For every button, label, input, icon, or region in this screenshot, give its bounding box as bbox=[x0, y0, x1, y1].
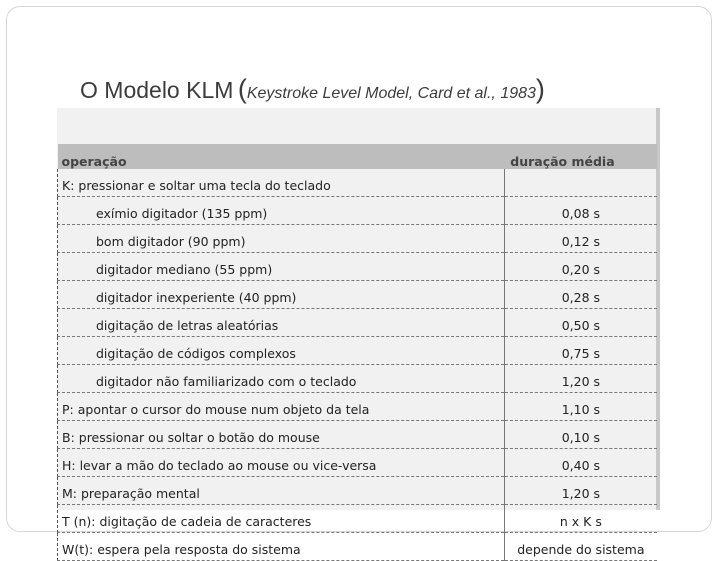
header-duration: duração média bbox=[504, 144, 657, 169]
operation-cell: digitador inexperiente (40 ppm) bbox=[58, 281, 505, 309]
operation-cell: P: apontar o cursor do mouse num objeto da tela bbox=[58, 393, 505, 421]
operation-cell: M: preparação mental bbox=[58, 477, 505, 505]
duration-cell: 0,10 s bbox=[504, 421, 657, 449]
duration-cell: 0,40 s bbox=[504, 449, 657, 477]
scanned-table-image bbox=[57, 108, 660, 557]
operation-cell: W(t): espera pela resposta do sistema bbox=[58, 533, 505, 561]
table-row bbox=[58, 449, 658, 477]
title-close-paren: ) bbox=[535, 74, 545, 104]
header-operation: operação bbox=[58, 144, 505, 169]
table-row bbox=[58, 225, 658, 253]
table-row bbox=[58, 477, 658, 505]
table-row bbox=[58, 365, 658, 393]
duration-cell: 0,20 s bbox=[504, 253, 657, 281]
duration-cell: 1,20 s bbox=[504, 477, 657, 505]
duration-cell: 0,50 s bbox=[504, 309, 657, 337]
duration-cell: depende do sistema bbox=[504, 533, 657, 561]
duration-cell: n x K s bbox=[504, 505, 657, 533]
title-main: O Modelo KLM bbox=[80, 77, 234, 103]
duration-cell: 1,10 s bbox=[504, 393, 657, 421]
operation-cell: digitação de letras aleatórias bbox=[58, 309, 505, 337]
operation-cell: bom digitador (90 ppm) bbox=[58, 225, 505, 253]
table-row bbox=[58, 533, 658, 561]
duration-cell: 0,08 s bbox=[504, 197, 657, 225]
operation-cell: H: levar a mão do teclado ao mouse ou vice-versa bbox=[58, 449, 505, 477]
operation-cell: B: pressionar ou soltar o botão do mouse bbox=[58, 421, 505, 449]
operation-cell: K: pressionar e soltar uma tecla do teclado bbox=[58, 169, 505, 197]
table-row bbox=[58, 421, 658, 449]
table-row bbox=[58, 393, 658, 421]
duration-cell: 0,75 s bbox=[504, 337, 657, 365]
duration-cell: 0,12 s bbox=[504, 225, 657, 253]
table-body bbox=[58, 169, 658, 561]
operation-cell: T (n): digitação de cadeia de caracteres bbox=[58, 505, 505, 533]
table-row bbox=[58, 253, 658, 281]
operation-cell: digitador não familiarizado com o teclado bbox=[58, 365, 505, 393]
table-row bbox=[58, 505, 658, 533]
table-row bbox=[58, 197, 658, 225]
table-header-row bbox=[58, 144, 658, 169]
operation-cell: digitador mediano (55 ppm) bbox=[58, 253, 505, 281]
duration-cell bbox=[504, 169, 657, 197]
duration-cell: 0,28 s bbox=[504, 281, 657, 309]
slide-title bbox=[80, 74, 700, 105]
table-row bbox=[58, 281, 658, 309]
duration-cell: 1,20 s bbox=[504, 365, 657, 393]
title-subtitle: Keystroke Level Model, Card et al., 1983 bbox=[246, 85, 536, 102]
table-row bbox=[58, 337, 658, 365]
operation-cell: digitação de códigos complexos bbox=[58, 337, 505, 365]
table-row bbox=[58, 169, 658, 197]
table-row bbox=[58, 309, 658, 337]
operation-cell: exímio digitador (135 ppm) bbox=[58, 197, 505, 225]
klm-table bbox=[57, 144, 657, 561]
title-open-paren: ( bbox=[237, 74, 247, 104]
